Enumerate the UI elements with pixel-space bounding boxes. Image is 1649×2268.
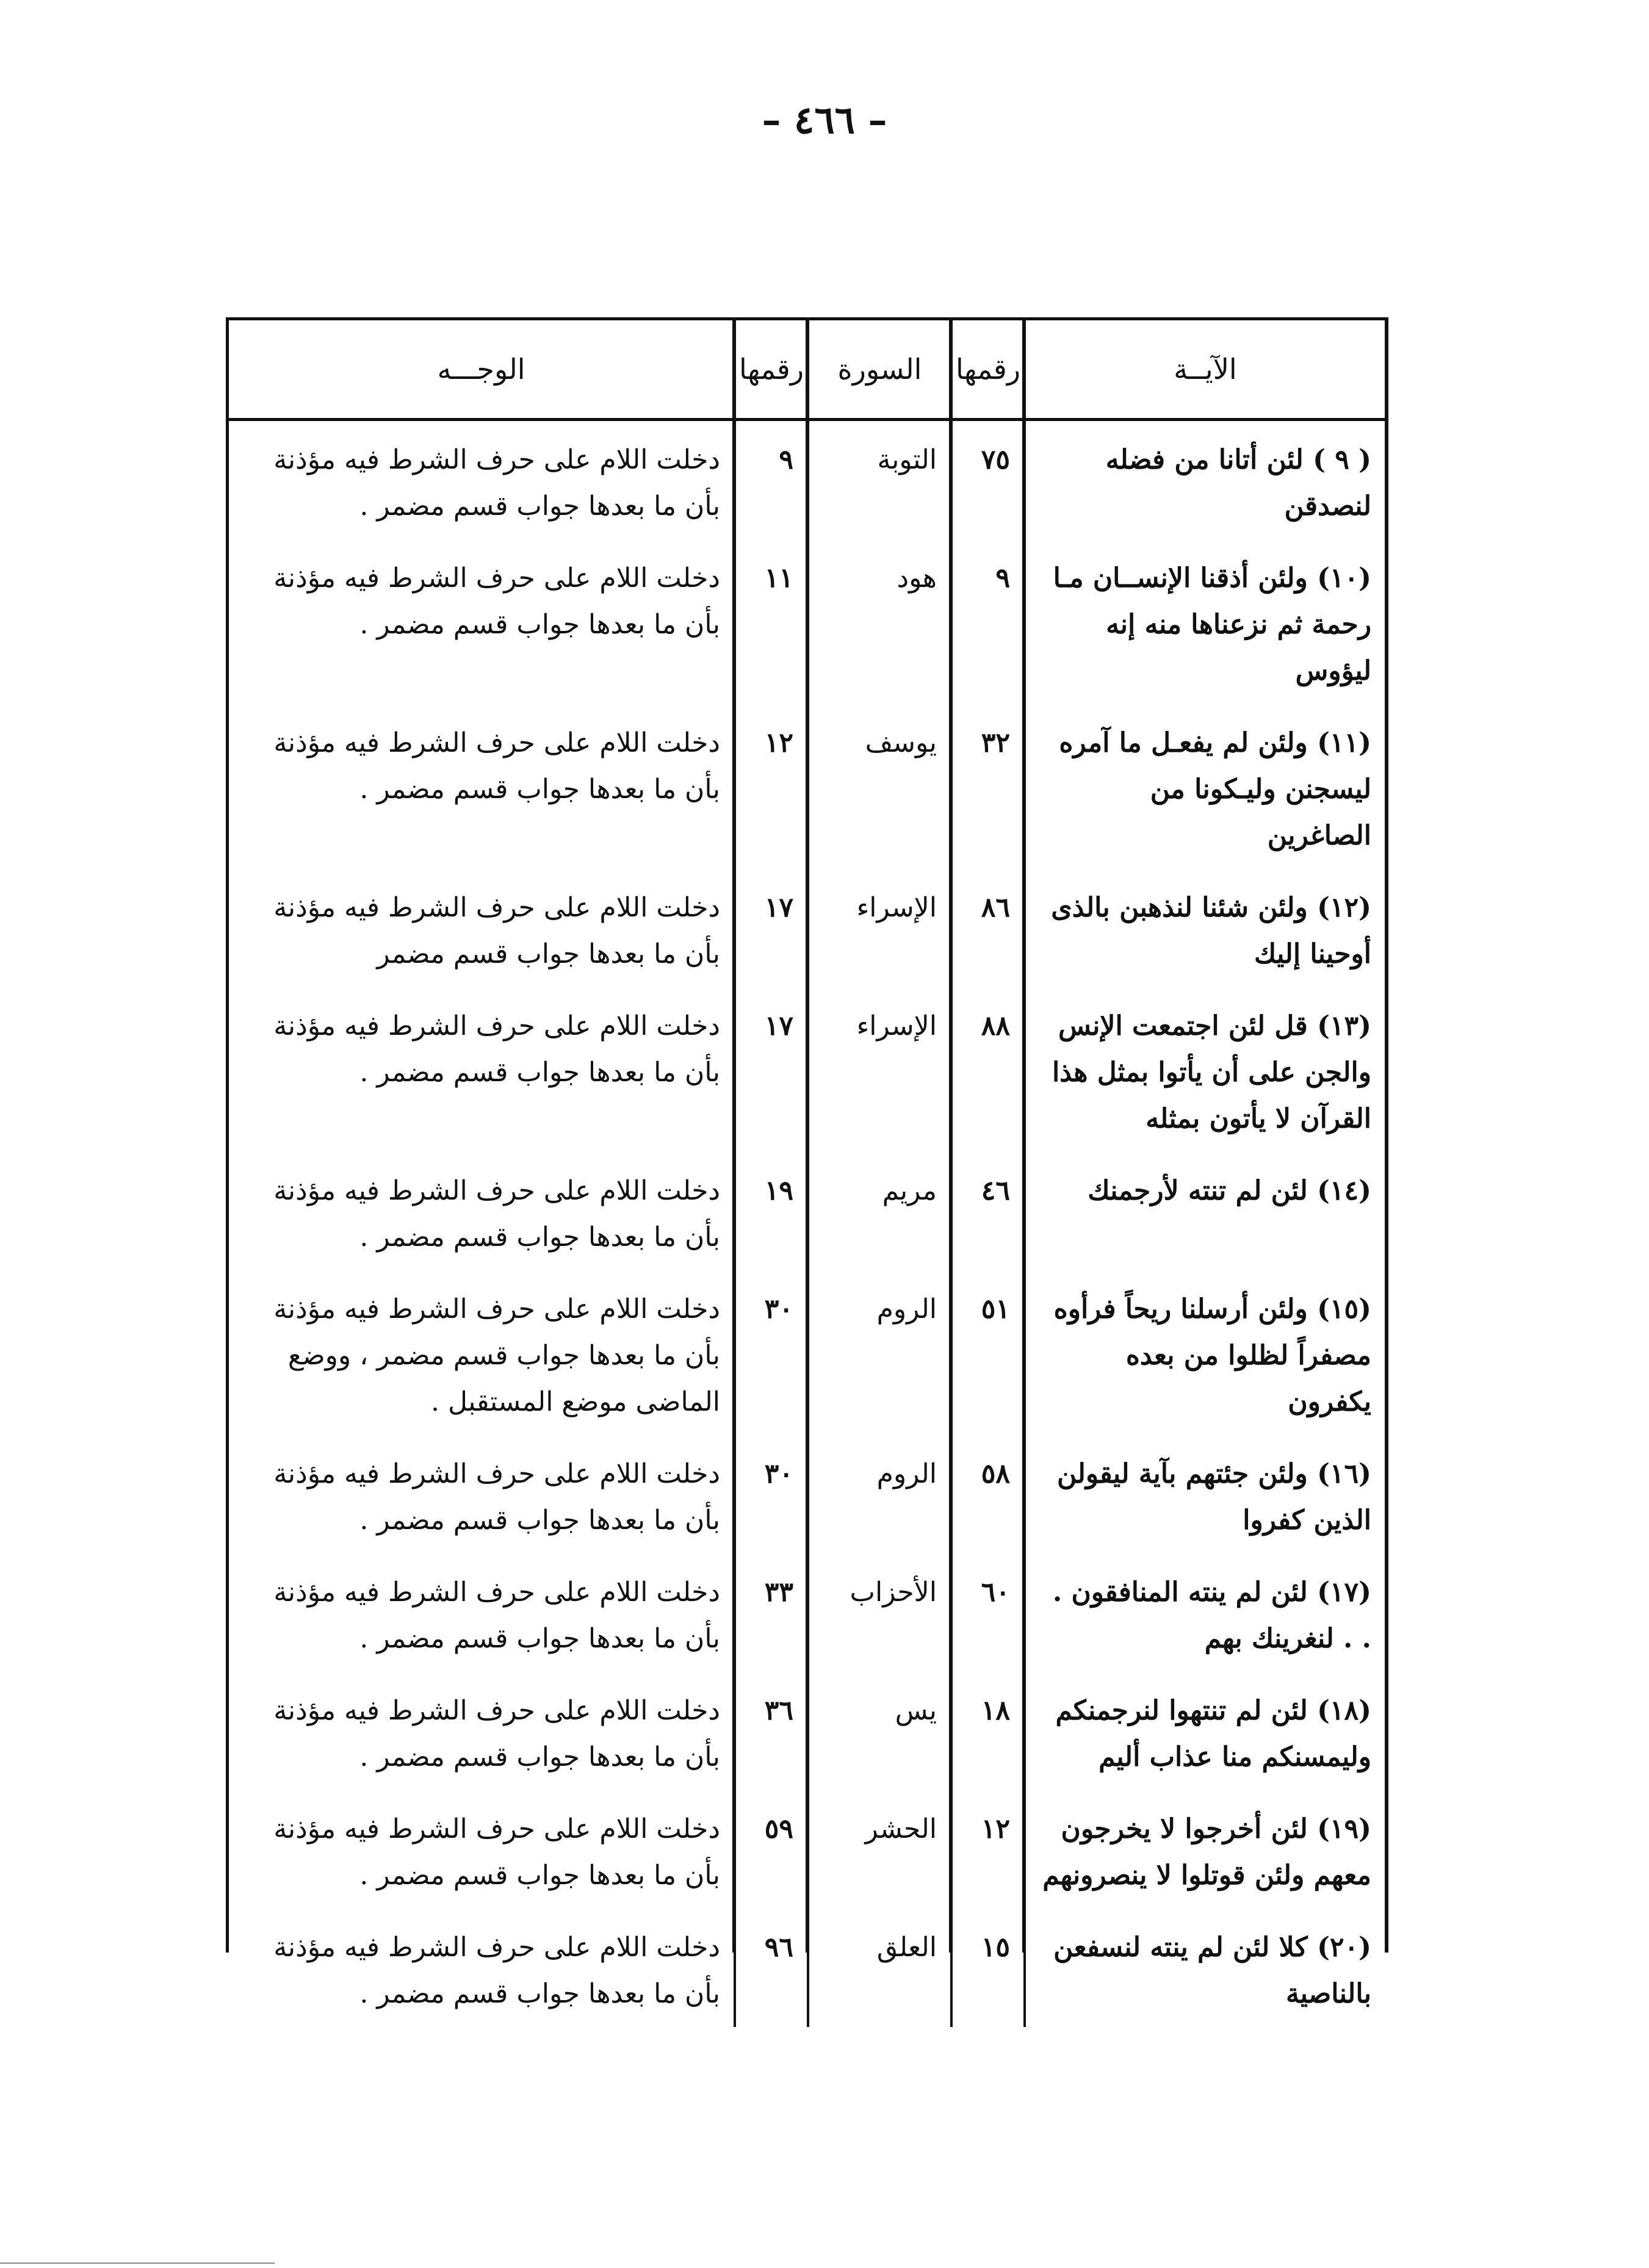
table-row bbox=[229, 1553, 1385, 1672]
aya-number-cell: ٥٨ bbox=[951, 1435, 1025, 1553]
table-row bbox=[229, 869, 1385, 987]
aya-number-cell: ١٨ bbox=[951, 1672, 1025, 1790]
sura-number-cell: ٣٠ bbox=[735, 1435, 808, 1553]
aya-number-cell: ٤٦ bbox=[951, 1152, 1025, 1270]
verses-table bbox=[229, 320, 1385, 2027]
sura-cell: العلق bbox=[808, 1909, 951, 2027]
aya-number-cell: ٥١ bbox=[951, 1270, 1025, 1435]
table-row bbox=[229, 987, 1385, 1152]
sura-number-cell: ١٩ bbox=[735, 1152, 808, 1270]
wajh-cell: دخلت اللام على حرف الشرط فيه مؤذنة بأن ما بعدها جواب قسم مضمر . bbox=[229, 704, 735, 869]
aya-cell: ( ٩ ) لئن أتانا من فضله لنصدقن bbox=[1105, 444, 1371, 522]
header-sura: السورة bbox=[808, 320, 951, 420]
table-row bbox=[229, 1790, 1385, 1909]
aya-cell: (١٠) ولئن أذقنا الإنســان مـا رحمة ثم نزعناها منه إنه ليؤوس bbox=[1053, 563, 1371, 686]
table-row bbox=[229, 539, 1385, 704]
sura-cell: التوبة bbox=[808, 420, 951, 540]
table-row bbox=[229, 1909, 1385, 2027]
sura-number-cell: ٣٠ bbox=[735, 1270, 808, 1435]
aya-number-cell: ٨٨ bbox=[951, 987, 1025, 1152]
sura-cell: يس bbox=[808, 1672, 951, 1790]
wajh-cell: دخلت اللام على حرف الشرط فيه مؤذنة بأن ما بعدها جواب قسم مضمر . bbox=[229, 539, 735, 704]
table-row bbox=[229, 1270, 1385, 1435]
wajh-cell: دخلت اللام على حرف الشرط فيه مؤذنة بأن ما بعدها جواب قسم مضمر . bbox=[229, 420, 735, 540]
table-row bbox=[229, 1672, 1385, 1790]
sura-number-cell: ٩٦ bbox=[735, 1909, 808, 2027]
sura-cell: الروم bbox=[808, 1270, 951, 1435]
aya-number-cell: ٧٥ bbox=[951, 420, 1025, 540]
table-row bbox=[229, 704, 1385, 869]
header-aya: الآيــة bbox=[1025, 320, 1385, 420]
sura-number-cell: ٣٦ bbox=[735, 1672, 808, 1790]
page-number: – ٤٦٦ – bbox=[762, 98, 887, 142]
aya-cell: (١٧) لئن لم ينته المنافقون . . . لنغرينك بهم bbox=[1052, 1577, 1371, 1654]
sura-number-cell: ٥٩ bbox=[735, 1790, 808, 1909]
wajh-cell: دخلت اللام على حرف الشرط فيه مؤذنة بأن ما بعدها جواب قسم مضمر . bbox=[229, 1909, 735, 2027]
aya-number-cell: ٨٦ bbox=[951, 869, 1025, 987]
aya-cell: (١١) ولئن لم يفعـل ما آمره ليسجنن وليـكونا من الصاغرين bbox=[1059, 727, 1371, 851]
wajh-cell: دخلت اللام على حرف الشرط فيه مؤذنة بأن ما بعدها جواب قسم مضمر ، ووضع الماضى موضع المستقبل . bbox=[229, 1270, 735, 1435]
header-wajh: الوجـــه bbox=[229, 320, 735, 420]
sura-number-cell: ١٢ bbox=[735, 704, 808, 869]
sura-cell: يوسف bbox=[808, 704, 951, 869]
sura-cell: الإسراء bbox=[808, 869, 951, 987]
aya-cell: (١٢) ولئن شئنا لنذهبن بالذى أوحينا إليك bbox=[1051, 892, 1371, 970]
wajh-cell: دخلت اللام على حرف الشرط فيه مؤذنة بأن ما بعدها جواب قسم مضمر . bbox=[229, 1435, 735, 1553]
wajh-cell: دخلت اللام على حرف الشرط فيه مؤذنة بأن ما بعدها جواب قسم مضمر . bbox=[229, 1553, 735, 1672]
sura-cell: الأحزاب bbox=[808, 1553, 951, 1672]
verses-table-frame bbox=[226, 317, 1388, 2009]
wajh-cell: دخلت اللام على حرف الشرط فيه مؤذنة بأن ما بعدها جواب قسم مضمر . bbox=[229, 1790, 735, 1909]
aya-cell: (٢٠) كلا لئن لم ينته لنسفعن بالناصية bbox=[1053, 1932, 1371, 2009]
aya-number-cell: ٩ bbox=[951, 539, 1025, 704]
aya-number-cell: ٦٠ bbox=[951, 1553, 1025, 1672]
aya-number-cell: ٣٢ bbox=[951, 704, 1025, 869]
table-row bbox=[229, 1152, 1385, 1270]
footer-rule bbox=[0, 2263, 275, 2264]
sura-cell: الإسراء bbox=[808, 987, 951, 1152]
table-row bbox=[229, 1435, 1385, 1553]
wajh-cell: دخلت اللام على حرف الشرط فيه مؤذنة بأن ما بعدها جواب قسم مضمر bbox=[229, 869, 735, 987]
sura-cell: هود bbox=[808, 539, 951, 704]
aya-cell: (١٤) لئن لم تنته لأرجمنك bbox=[1088, 1175, 1371, 1206]
sura-number-cell: ٩ bbox=[735, 420, 808, 540]
sura-number-cell: ١٧ bbox=[735, 869, 808, 987]
aya-cell: (١٦) ولئن جئتهم بآية ليقولن الذين كفروا bbox=[1057, 1458, 1371, 1536]
sura-number-cell: ٣٣ bbox=[735, 1553, 808, 1672]
wajh-cell: دخلت اللام على حرف الشرط فيه مؤذنة بأن ما بعدها جواب قسم مضمر . bbox=[229, 987, 735, 1152]
header-aya-number: رقمها bbox=[951, 320, 1025, 420]
aya-cell: (١٣) قل لئن اجتمعت الإنس والجن على أن يأتوا بمثل هذا القرآن لا يأتون بمثله bbox=[1052, 1010, 1371, 1134]
aya-cell: (١٥) ولئن أرسلنا ريحاً فرأوه مصفراً لظلوا من بعده يكفرون bbox=[1053, 1294, 1371, 1417]
aya-cell: (١٨) لئن لم تنتهوا لنرجمنكم وليمسنكم منا عذاب أليم bbox=[1055, 1695, 1371, 1773]
table-header-row bbox=[229, 320, 1385, 420]
sura-cell: مريم bbox=[808, 1152, 951, 1270]
wajh-cell: دخلت اللام على حرف الشرط فيه مؤذنة بأن ما بعدها جواب قسم مضمر . bbox=[229, 1152, 735, 1270]
header-sura-number: رقمها bbox=[735, 320, 808, 420]
sura-number-cell: ١١ bbox=[735, 539, 808, 704]
aya-number-cell: ١٥ bbox=[951, 1909, 1025, 2027]
table-row bbox=[229, 420, 1385, 540]
aya-cell: (١٩) لئن أخرجوا لا يخرجون معهم ولئن قوتلوا لا ينصرونهم bbox=[1042, 1813, 1371, 1891]
aya-number-cell: ١٢ bbox=[951, 1790, 1025, 1909]
wajh-cell: دخلت اللام على حرف الشرط فيه مؤذنة بأن ما بعدها جواب قسم مضمر . bbox=[229, 1672, 735, 1790]
sura-number-cell: ١٧ bbox=[735, 987, 808, 1152]
sura-cell: الحشر bbox=[808, 1790, 951, 1909]
sura-cell: الروم bbox=[808, 1435, 951, 1553]
